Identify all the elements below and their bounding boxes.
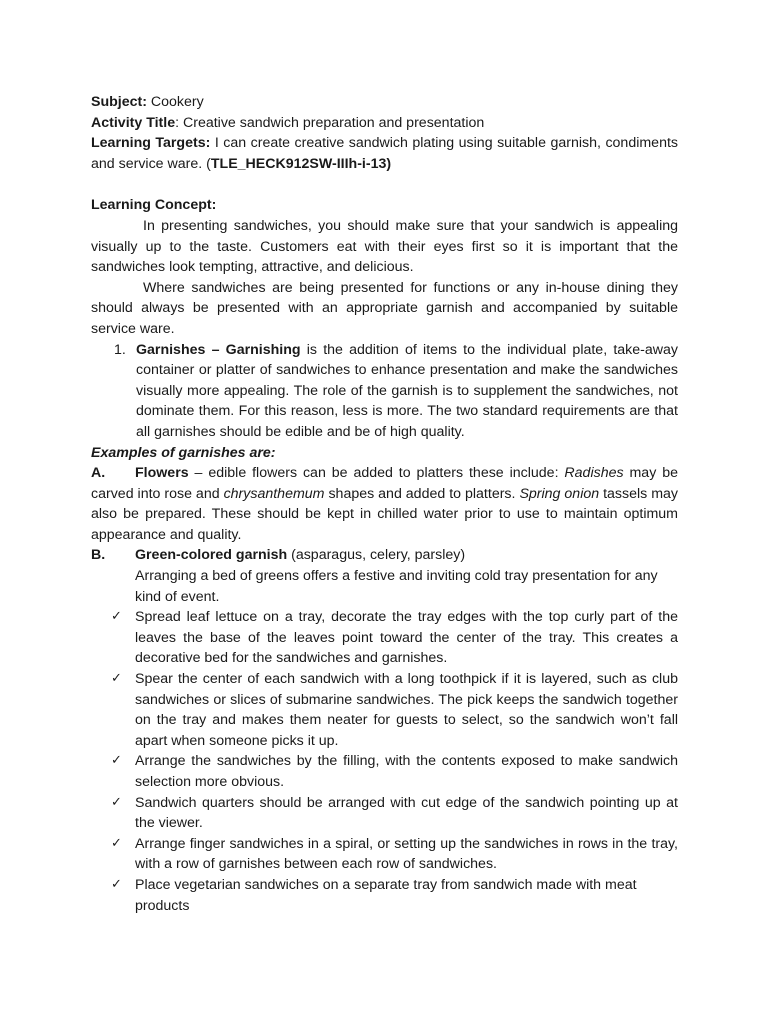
- subject-label: Subject:: [91, 94, 147, 110]
- numbered-item-garnishes: [91, 340, 678, 443]
- concept-paragraph-1: In presenting sandwiches, you should make sure that your sandwich is appealing visually up to the taste. Customers eat with their eyes first so it is important that the sandwiches look tempting, attractive, and delicious.: [91, 217, 678, 276]
- checklist-item-text: Arrange finger sandwiches in a spiral, or setting up the sandwiches in rows in the tray, with a row of garnishes between each row of sandwiches.: [135, 835, 678, 873]
- targets-code: TLE_HECK912SW-IIIh-i-13): [210, 155, 392, 172]
- example-b-label: B.: [91, 547, 106, 564]
- example-b-heading: [91, 545, 678, 566]
- learning-concept-heading: Learning Concept:: [91, 197, 217, 214]
- item-title: Garnishes – Garnishing: [136, 341, 301, 358]
- learning-targets: [91, 133, 678, 174]
- checklist-item: [91, 669, 678, 751]
- spacer: [91, 174, 678, 195]
- activity-label: Activity Title: [91, 114, 176, 131]
- checkmark-icon: ✓: [111, 753, 122, 769]
- item-text: is the addition of items to the individual plate, take-away container or platter of sandwiches to enhance presentation and make the sandwiches visually more appealing. The role of the garnish is to supplement the sandwiches, not dominate them. For this reason, less is more. The two standard requirements are that all garnishes should be edible and be of high quality.: [136, 341, 678, 440]
- example-a-flowers: [91, 463, 678, 545]
- document-page: [91, 92, 678, 916]
- checkmark-icon: ✓: [111, 794, 122, 810]
- example-b-intro: Arranging a bed of greens offers a festive and inviting cold tray presentation for any kind of event.: [135, 568, 658, 605]
- targets-value: I can create creative sandwich plating using suitable garnish, condiments and service ware. (: [91, 135, 678, 172]
- checklist-item-text: Spread leaf lettuce on a tray, decorate the tray edges with the top curly part of the leaves the base of the leaves point toward the center of the tray. This creates a decorative bed for the sandwiches and garnishes.: [135, 609, 678, 667]
- item-number: 1.: [114, 341, 126, 358]
- example-a-title: Flowers: [135, 465, 189, 482]
- targets-label: Learning Targets:: [91, 135, 211, 152]
- example-a-chrysanthemum: chrysanthemum: [223, 485, 325, 502]
- checklist-item: [91, 751, 678, 792]
- example-b-suffix: (asparagus, celery, parsley): [287, 547, 466, 564]
- subject-value: Cookery: [146, 94, 204, 110]
- checklist-item: [91, 834, 678, 875]
- example-a-text: may be carved into rose and: [91, 465, 678, 502]
- checklist: [91, 607, 678, 916]
- example-b-title: Green-colored garnish: [135, 547, 288, 564]
- checklist-item: [91, 793, 678, 834]
- example-a-text: shapes and added to platters.: [324, 485, 520, 502]
- subject-line: [91, 92, 678, 113]
- example-a-text: tassels may also be prepared. These should be kept in chilled water prior to use to maintain optimum appearance and quality.: [91, 485, 679, 543]
- example-a-spring-onion: Spring onion: [519, 485, 600, 502]
- checklist-item-text: Sandwich quarters should be arranged with cut edge of the sandwich pointing up at the viewer.: [135, 794, 678, 832]
- concept-paragraph-2: Where sandwiches are being presented for functions or any in-house dining they should always be presented with an appropriate garnish and accompanied by suitable service ware.: [91, 279, 678, 337]
- examples-heading: Examples of garnishes are:: [91, 444, 276, 461]
- checklist-item-text: Place vegetarian sandwiches on a separate tray from sandwich made with meat products: [135, 876, 637, 914]
- example-a-label: A.: [91, 465, 106, 482]
- example-a-radishes: Radishes: [564, 465, 624, 482]
- checklist-item: [91, 607, 678, 669]
- checklist-item: [91, 875, 678, 916]
- checkmark-icon: ✓: [111, 876, 122, 892]
- checkmark-icon: ✓: [111, 835, 122, 851]
- checkmark-icon: ✓: [111, 609, 122, 625]
- checklist-item-text: Spear the center of each sandwich with a long toothpick if it is layered, such as club sandwiches or slices of submarine sandwiches. The pick keeps the sandwich together on the tray and makes them neater for guests to select, so the sandwich won’t fall apart when someone picks it up.: [135, 671, 678, 749]
- checkmark-icon: ✓: [111, 671, 122, 687]
- example-a-text: – edible flowers can be added to platters these include:: [188, 465, 565, 482]
- activity-title-line: [91, 113, 678, 134]
- checklist-item-text: Arrange the sandwiches by the filling, with the contents exposed to make sandwich selection more obvious.: [135, 753, 678, 790]
- activity-value: : Creative sandwich preparation and presentation: [175, 114, 485, 131]
